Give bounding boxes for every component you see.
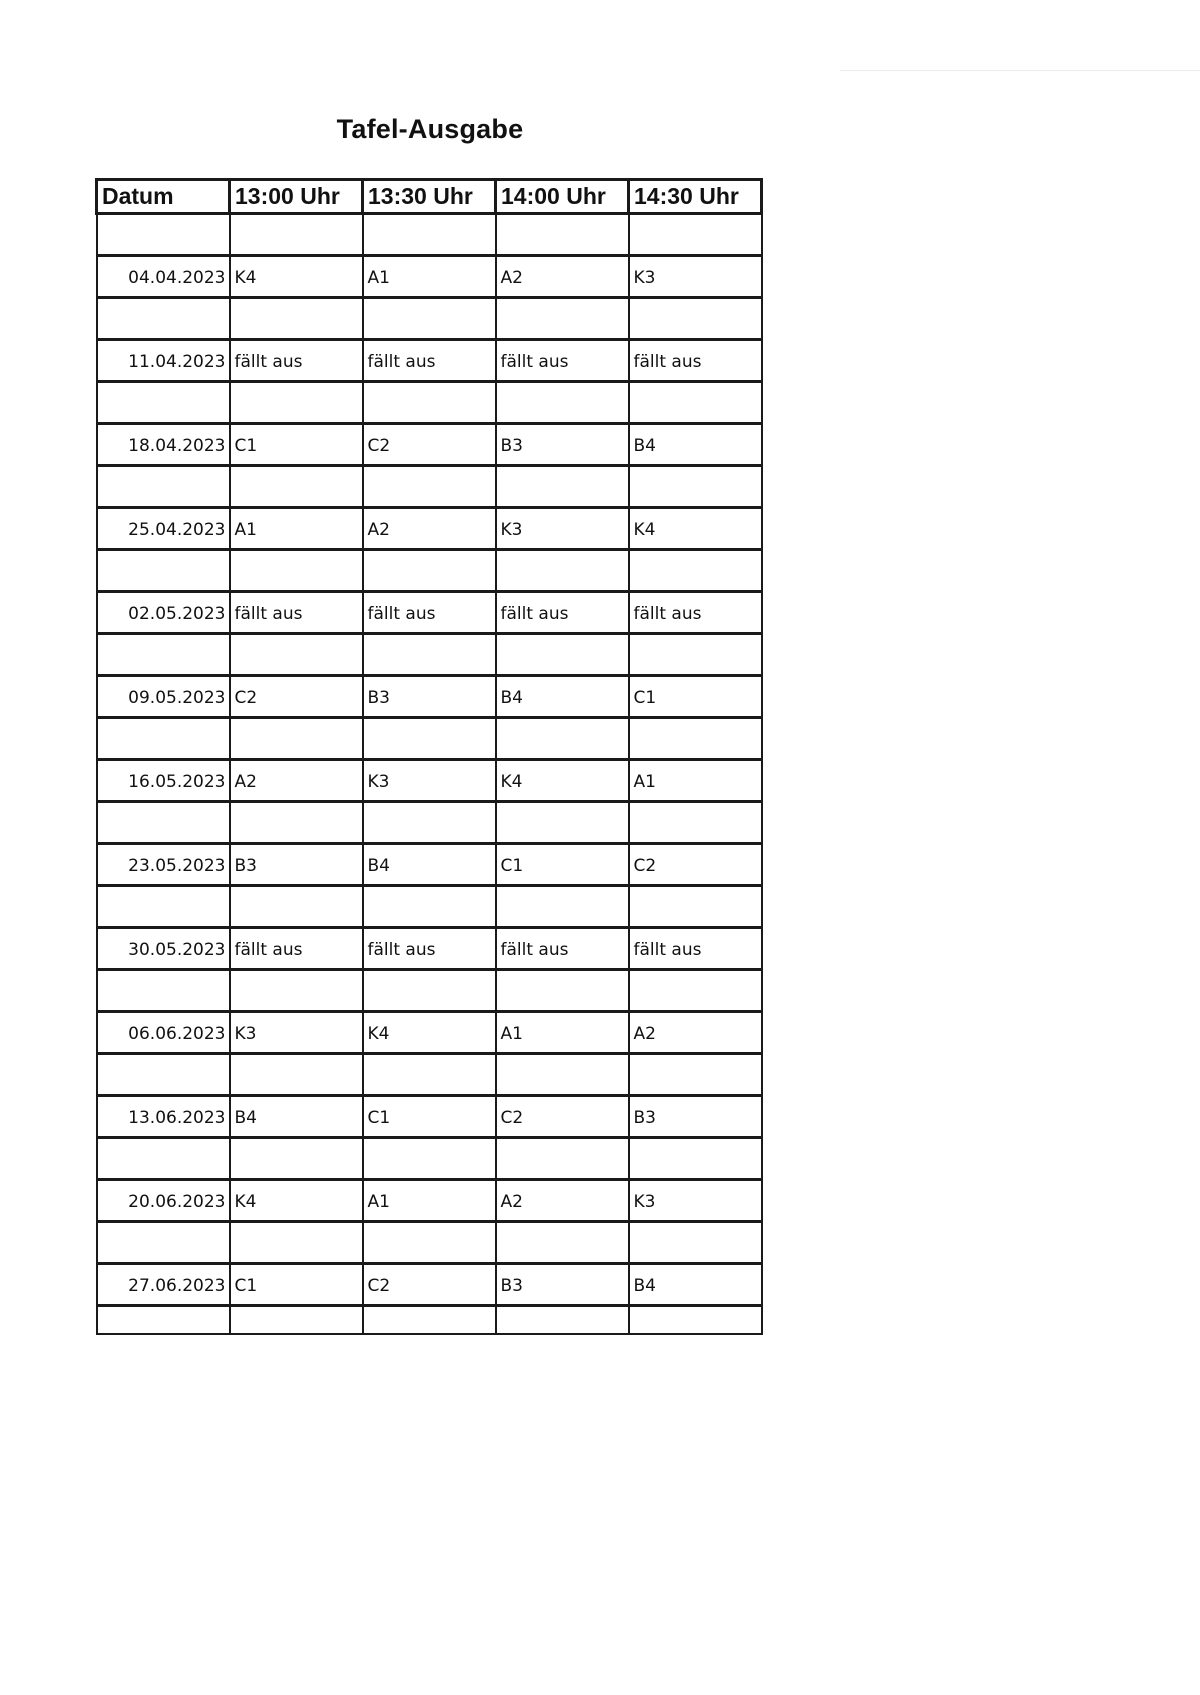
empty-cell (629, 466, 762, 508)
slot-cell: A1 (363, 1180, 496, 1222)
empty-cell (363, 214, 496, 256)
slot-cell: A2 (629, 1012, 762, 1054)
slot-cell: A2 (363, 508, 496, 550)
table-row (97, 1180, 762, 1222)
slot-cell: B4 (496, 676, 629, 718)
date-cell: 04.04.2023 (97, 256, 230, 298)
empty-cell (363, 970, 496, 1012)
table-row (97, 1096, 762, 1138)
empty-cell (496, 466, 629, 508)
slot-cell: fällt aus (363, 928, 496, 970)
empty-cell (629, 298, 762, 340)
slot-cell: C2 (230, 676, 363, 718)
table-row (97, 676, 762, 718)
header-slot-3: 14:00 Uhr (496, 180, 629, 214)
empty-cell (496, 1054, 629, 1096)
empty-cell (629, 802, 762, 844)
slot-cell: B3 (363, 676, 496, 718)
slot-cell: K4 (629, 508, 762, 550)
slot-cell: K3 (363, 760, 496, 802)
slot-cell: K3 (230, 1012, 363, 1054)
spacer-row (97, 1138, 762, 1180)
spacer-row (97, 886, 762, 928)
empty-cell (496, 298, 629, 340)
slot-cell: B4 (363, 844, 496, 886)
date-cell: 30.05.2023 (97, 928, 230, 970)
empty-cell (629, 1222, 762, 1264)
empty-cell (363, 298, 496, 340)
slot-cell: C2 (496, 1096, 629, 1138)
empty-cell (496, 1306, 629, 1334)
slot-cell: B3 (496, 1264, 629, 1306)
table-row (97, 424, 762, 466)
empty-cell (97, 1306, 230, 1334)
slot-cell: K4 (363, 1012, 496, 1054)
empty-cell (97, 298, 230, 340)
empty-cell (97, 634, 230, 676)
slot-cell: C2 (629, 844, 762, 886)
date-cell: 16.05.2023 (97, 760, 230, 802)
empty-cell (496, 1222, 629, 1264)
empty-cell (230, 970, 363, 1012)
empty-cell (230, 1138, 363, 1180)
slot-cell: fällt aus (230, 340, 363, 382)
spacer-row (97, 1306, 762, 1334)
slot-cell: C1 (629, 676, 762, 718)
date-cell: 13.06.2023 (97, 1096, 230, 1138)
empty-cell (230, 1222, 363, 1264)
empty-cell (363, 1306, 496, 1334)
empty-cell (97, 1138, 230, 1180)
empty-cell (496, 1138, 629, 1180)
slot-cell: fällt aus (230, 592, 363, 634)
spacer-row (97, 718, 762, 760)
slot-cell: fällt aus (363, 340, 496, 382)
empty-cell (97, 886, 230, 928)
slot-cell: fällt aus (629, 928, 762, 970)
spacer-row (97, 298, 762, 340)
empty-cell (363, 634, 496, 676)
table-row (97, 256, 762, 298)
empty-cell (629, 886, 762, 928)
empty-cell (363, 886, 496, 928)
empty-cell (363, 1054, 496, 1096)
slot-cell: B3 (629, 1096, 762, 1138)
table-row (97, 508, 762, 550)
empty-cell (97, 214, 230, 256)
slot-cell: B4 (629, 424, 762, 466)
scan-artifact-line (840, 70, 1200, 71)
header-slot-2: 13:30 Uhr (363, 180, 496, 214)
empty-cell (629, 970, 762, 1012)
slot-cell: A1 (629, 760, 762, 802)
empty-cell (97, 466, 230, 508)
empty-cell (363, 1222, 496, 1264)
spacer-row (97, 802, 762, 844)
slot-cell: K4 (230, 1180, 363, 1222)
table-row (97, 760, 762, 802)
header-row (97, 180, 762, 214)
empty-cell (496, 886, 629, 928)
empty-cell (496, 802, 629, 844)
empty-cell (629, 550, 762, 592)
page-title: Tafel-Ausgabe (336, 114, 524, 144)
spacer-row (97, 466, 762, 508)
empty-cell (97, 1222, 230, 1264)
slot-cell: B4 (230, 1096, 363, 1138)
empty-cell (97, 970, 230, 1012)
empty-cell (230, 466, 363, 508)
empty-cell (230, 802, 363, 844)
table-row (97, 340, 762, 382)
date-cell: 23.05.2023 (97, 844, 230, 886)
empty-cell (230, 718, 363, 760)
empty-cell (230, 886, 363, 928)
slot-cell: C1 (230, 1264, 363, 1306)
slot-cell: fällt aus (629, 340, 762, 382)
header-slot-4: 14:30 Uhr (629, 180, 762, 214)
spacer-row (97, 970, 762, 1012)
table-row (97, 1264, 762, 1306)
empty-cell (496, 550, 629, 592)
slot-cell: B3 (496, 424, 629, 466)
slot-cell: K3 (629, 1180, 762, 1222)
empty-cell (97, 1054, 230, 1096)
slot-cell: fällt aus (230, 928, 363, 970)
slot-cell: K4 (230, 256, 363, 298)
slot-cell: A2 (230, 760, 363, 802)
slot-cell: fällt aus (363, 592, 496, 634)
slot-cell: A2 (496, 1180, 629, 1222)
empty-cell (363, 1138, 496, 1180)
empty-cell (496, 718, 629, 760)
empty-cell (629, 382, 762, 424)
empty-cell (496, 214, 629, 256)
slot-cell: K4 (496, 760, 629, 802)
spacer-row (97, 1054, 762, 1096)
slot-cell: fällt aus (496, 340, 629, 382)
slot-cell: K3 (496, 508, 629, 550)
empty-cell (363, 550, 496, 592)
empty-cell (230, 298, 363, 340)
date-cell: 11.04.2023 (97, 340, 230, 382)
empty-cell (230, 1306, 363, 1334)
empty-cell (97, 550, 230, 592)
empty-cell (97, 382, 230, 424)
empty-cell (230, 550, 363, 592)
empty-cell (230, 634, 363, 676)
spacer-row (97, 634, 762, 676)
header-slot-1: 13:00 Uhr (230, 180, 363, 214)
slot-cell: fällt aus (629, 592, 762, 634)
empty-cell (629, 214, 762, 256)
empty-cell (97, 718, 230, 760)
slot-cell: B3 (230, 844, 363, 886)
empty-cell (97, 802, 230, 844)
spacer-row (97, 1222, 762, 1264)
spacer-row (97, 214, 762, 256)
date-cell: 18.04.2023 (97, 424, 230, 466)
date-cell: 06.06.2023 (97, 1012, 230, 1054)
empty-cell (496, 382, 629, 424)
slot-cell: A2 (496, 256, 629, 298)
slot-cell: C2 (363, 1264, 496, 1306)
slot-cell: A1 (230, 508, 363, 550)
date-cell: 20.06.2023 (97, 1180, 230, 1222)
slot-cell: B4 (629, 1264, 762, 1306)
empty-cell (363, 382, 496, 424)
table-row (97, 1012, 762, 1054)
empty-cell (363, 718, 496, 760)
empty-cell (230, 214, 363, 256)
slot-cell: A1 (363, 256, 496, 298)
spacer-row (97, 550, 762, 592)
empty-cell (496, 634, 629, 676)
slot-cell: C1 (363, 1096, 496, 1138)
schedule-table (95, 178, 763, 1335)
empty-cell (363, 802, 496, 844)
empty-cell (496, 970, 629, 1012)
empty-cell (629, 718, 762, 760)
header-date: Datum (97, 180, 230, 214)
date-cell: 27.06.2023 (97, 1264, 230, 1306)
slot-cell: C1 (496, 844, 629, 886)
slot-cell: fällt aus (496, 928, 629, 970)
slot-cell: C2 (363, 424, 496, 466)
empty-cell (629, 634, 762, 676)
date-cell: 25.04.2023 (97, 508, 230, 550)
table-row (97, 592, 762, 634)
empty-cell (230, 1054, 363, 1096)
slot-cell: A1 (496, 1012, 629, 1054)
slot-cell: K3 (629, 256, 762, 298)
table-row (97, 844, 762, 886)
slot-cell: fällt aus (496, 592, 629, 634)
spacer-row (97, 382, 762, 424)
empty-cell (629, 1306, 762, 1334)
table-row (97, 928, 762, 970)
empty-cell (230, 382, 363, 424)
empty-cell (629, 1138, 762, 1180)
empty-cell (363, 466, 496, 508)
slot-cell: C1 (230, 424, 363, 466)
date-cell: 09.05.2023 (97, 676, 230, 718)
date-cell: 02.05.2023 (97, 592, 230, 634)
empty-cell (629, 1054, 762, 1096)
